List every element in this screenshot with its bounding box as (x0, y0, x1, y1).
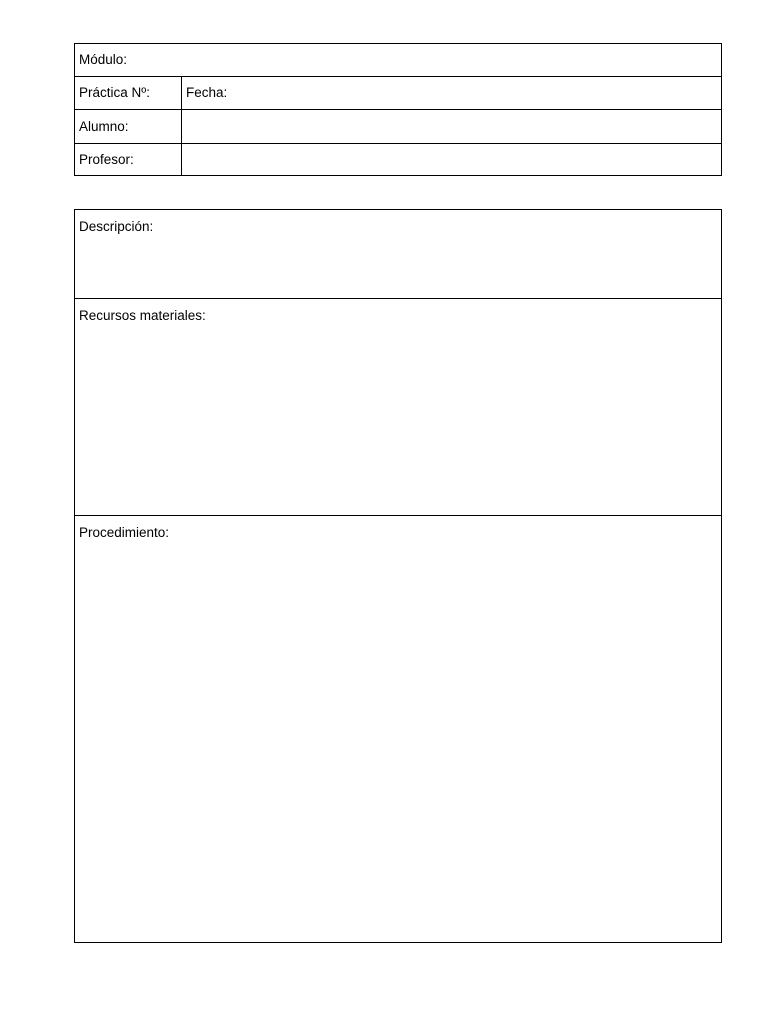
modulo-label: Módulo: (79, 52, 128, 68)
fecha-label: Fecha: (186, 85, 228, 101)
profesor-row (75, 144, 721, 175)
profesor-label-cell (75, 144, 182, 175)
alumno-label: Alumno: (79, 118, 129, 134)
modulo-row (75, 44, 721, 77)
recursos-section[interactable] (75, 299, 721, 516)
modulo-cell[interactable] (75, 44, 721, 76)
descripcion-section[interactable] (75, 210, 721, 299)
procedimiento-label: Procedimiento: (79, 525, 170, 540)
profesor-value-cell[interactable] (182, 144, 721, 175)
practica-label: Práctica Nº: (79, 85, 150, 101)
alumno-value-cell[interactable] (182, 110, 721, 143)
body-table (74, 209, 722, 943)
descripcion-label: Descripción: (79, 219, 154, 234)
practica-row (75, 77, 721, 110)
alumno-label-cell (75, 110, 182, 143)
header-table (74, 43, 722, 176)
procedimiento-section[interactable] (75, 516, 721, 942)
fecha-cell[interactable] (182, 77, 721, 109)
recursos-label: Recursos materiales: (79, 308, 206, 323)
profesor-label: Profesor: (79, 151, 134, 167)
alumno-row (75, 110, 721, 144)
practica-cell[interactable] (75, 77, 182, 109)
